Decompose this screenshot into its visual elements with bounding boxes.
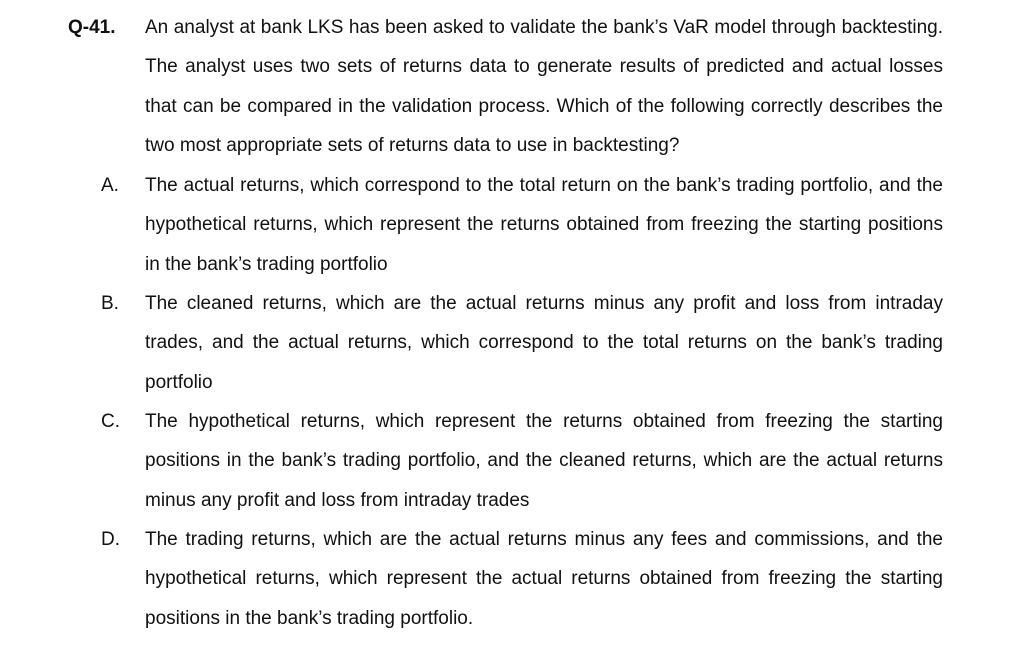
question-stem: An analyst at bank LKS has been asked to validate the bank’s VaR model through backtesting. The analyst uses two sets of returns data to generate results of predicted and actual losses that can be compared in the validation process. Which of the following correctly describes the two most appropriate sets of returns data to use in backtesting? [145, 17, 943, 157]
option-c-letter: C. [101, 411, 120, 432]
option-b-text: The cleaned returns, which are the actual returns minus any profit and loss from intraday trades, and the actual returns, which correspond to the total returns on the bank’s trading portfolio [145, 293, 943, 393]
option-c-text: The hypothetical returns, which represent the returns obtained from freezing the starting positions in the bank’s trading portfolio, and the cleaned returns, which are the actual returns minus any profit and loss from intraday trades [145, 411, 943, 511]
question-number: Q-41. [68, 17, 116, 38]
option-d-text: The trading returns, which are the actual returns minus any fees and commissions, and the hypothetical returns, which represent the actual returns obtained from freezing the starting positions in the bank’s trading portfolio. [145, 529, 943, 629]
option-d-letter: D. [101, 529, 120, 550]
option-b-letter: B. [101, 293, 119, 314]
option-a-letter: A. [101, 175, 119, 196]
option-a-text: The actual returns, which correspond to the total return on the bank’s trading portfolio, and the hypothetical returns, which represent the returns obtained from freezing the starting positions in the bank’s trading portfolio [145, 175, 943, 275]
